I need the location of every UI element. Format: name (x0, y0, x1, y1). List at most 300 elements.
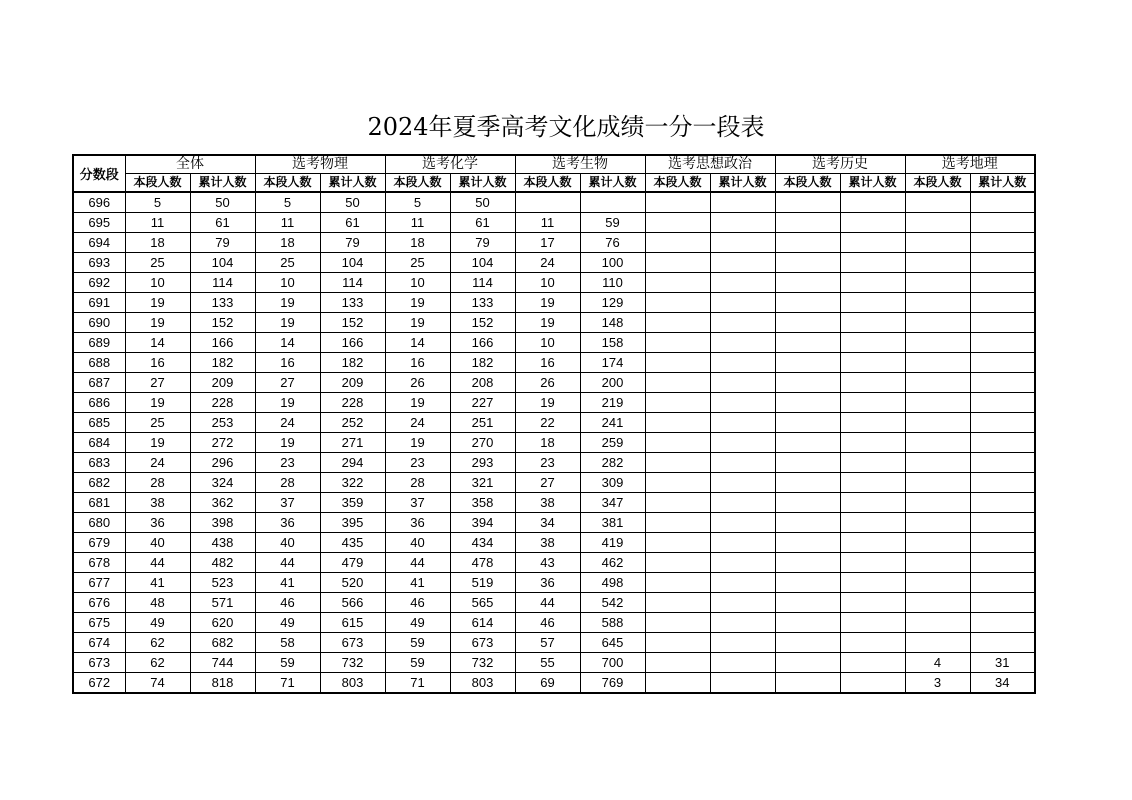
cumulative-count-cell: 322 (320, 473, 385, 493)
segment-count-cell: 55 (515, 653, 580, 673)
segment-count-cell (645, 373, 710, 393)
cumulative-count-cell: 152 (450, 313, 515, 333)
cumulative-count-cell (840, 313, 905, 333)
cumulative-count-cell: 588 (580, 613, 645, 633)
cumulative-count-cell: 571 (190, 593, 255, 613)
cumulative-count-cell: 152 (320, 313, 385, 333)
cumulative-count-cell: 114 (450, 273, 515, 293)
segment-count-cell: 16 (255, 353, 320, 373)
segment-count-cell: 59 (255, 653, 320, 673)
cumulative-count-cell: 114 (320, 273, 385, 293)
segment-count-cell: 36 (515, 573, 580, 593)
cumulative-count-cell: 673 (320, 633, 385, 653)
segment-count-cell (775, 353, 840, 373)
segment-count-cell (775, 413, 840, 433)
segment-count-cell: 23 (385, 453, 450, 473)
segment-count-cell (905, 473, 970, 493)
score-cell: 675 (73, 613, 125, 633)
score-cell: 682 (73, 473, 125, 493)
segment-count-cell (775, 573, 840, 593)
cumulative-count-cell (580, 192, 645, 213)
cumulative-count-cell: 362 (190, 493, 255, 513)
table-row (73, 273, 1035, 293)
cumulative-count-cell: 50 (190, 192, 255, 213)
cumulative-count-cell (970, 593, 1035, 613)
score-cell: 679 (73, 533, 125, 553)
segment-count-cell (775, 673, 840, 694)
segment-count-cell: 26 (385, 373, 450, 393)
cumulative-count-cell: 462 (580, 553, 645, 573)
cumulative-count-cell (840, 353, 905, 373)
score-cell: 692 (73, 273, 125, 293)
segment-count-cell (905, 593, 970, 613)
cumulative-count-cell: 228 (190, 393, 255, 413)
cumulative-count-cell (970, 333, 1035, 353)
cumulative-count-cell: 104 (450, 253, 515, 273)
segment-count-cell: 46 (385, 593, 450, 613)
segment-count-cell: 25 (255, 253, 320, 273)
segment-count-cell (775, 373, 840, 393)
cumulative-count-cell (970, 533, 1035, 553)
segment-count-cell: 27 (125, 373, 190, 393)
segment-count-cell: 41 (385, 573, 450, 593)
segment-count-cell: 19 (125, 433, 190, 453)
segment-count-cell: 44 (385, 553, 450, 573)
segment-count-cell: 5 (255, 192, 320, 213)
cumulative-count-cell (710, 633, 775, 653)
cumulative-count-cell (970, 633, 1035, 653)
cumulative-count-cell (840, 473, 905, 493)
segment-count-cell (905, 493, 970, 513)
segment-count-cell: 26 (515, 373, 580, 393)
cumulative-count-cell: 700 (580, 653, 645, 673)
score-cell: 690 (73, 313, 125, 333)
cumulative-count-cell: 438 (190, 533, 255, 553)
table-row (73, 673, 1035, 694)
cumulative-count-cell: 110 (580, 273, 645, 293)
cumulative-count-cell: 59 (580, 213, 645, 233)
segment-count-cell: 44 (125, 553, 190, 573)
cumulative-count-cell (710, 233, 775, 253)
segment-count-cell: 41 (125, 573, 190, 593)
cumulative-count-cell: 673 (450, 633, 515, 653)
cumulative-count-cell (970, 553, 1035, 573)
segment-count-cell: 25 (125, 413, 190, 433)
cumulative-count-cell: 395 (320, 513, 385, 533)
cumulative-count-cell (840, 453, 905, 473)
table-row (73, 513, 1035, 533)
segment-count-cell (775, 533, 840, 553)
segment-count-cell: 36 (125, 513, 190, 533)
segment-count-cell (645, 653, 710, 673)
segment-count-cell (905, 333, 970, 353)
segment-count-cell: 36 (385, 513, 450, 533)
segment-count-cell: 38 (515, 533, 580, 553)
segment-count-cell: 37 (255, 493, 320, 513)
cumulative-count-cell: 498 (580, 573, 645, 593)
segment-count-cell: 34 (515, 513, 580, 533)
segment-count-cell: 25 (125, 253, 190, 273)
segment-count-cell: 40 (255, 533, 320, 553)
cumulative-count-cell (710, 273, 775, 293)
cumulative-count-cell: 104 (320, 253, 385, 273)
cumulative-count-cell (840, 653, 905, 673)
table-row (73, 493, 1035, 513)
segment-count-cell: 37 (385, 493, 450, 513)
cumulative-count-cell: 542 (580, 593, 645, 613)
segment-count-cell (775, 393, 840, 413)
cumulative-count-cell: 104 (190, 253, 255, 273)
cumulative-count-cell (840, 393, 905, 413)
cumulative-count-cell: 394 (450, 513, 515, 533)
segment-count-cell (905, 533, 970, 553)
table-row (73, 553, 1035, 573)
segment-count-cell (905, 633, 970, 653)
score-cell: 693 (73, 253, 125, 273)
cumulative-count-cell (970, 433, 1035, 453)
segment-count-cell: 19 (255, 313, 320, 333)
score-distribution-table (72, 154, 1036, 694)
segment-count-cell (775, 653, 840, 673)
cumulative-count-cell: 744 (190, 653, 255, 673)
cumulative-count-cell: 523 (190, 573, 255, 593)
segment-count-cell: 49 (255, 613, 320, 633)
cumulative-count-cell: 309 (580, 473, 645, 493)
segment-count-cell: 16 (125, 353, 190, 373)
cumulative-count-cell (840, 333, 905, 353)
cumulative-count-cell (840, 213, 905, 233)
score-cell: 696 (73, 192, 125, 213)
score-cell: 694 (73, 233, 125, 253)
segment-count-header: 本段人数 (905, 174, 970, 193)
segment-count-cell (645, 513, 710, 533)
table-row (73, 333, 1035, 353)
segment-count-header: 本段人数 (515, 174, 580, 193)
cumulative-count-cell (840, 273, 905, 293)
segment-count-cell (905, 192, 970, 213)
segment-count-cell (645, 273, 710, 293)
segment-count-cell (905, 353, 970, 373)
cumulative-count-cell (840, 433, 905, 453)
cumulative-count-cell (840, 253, 905, 273)
cumulative-count-cell (710, 413, 775, 433)
segment-count-cell: 36 (255, 513, 320, 533)
segment-count-cell (905, 233, 970, 253)
segment-count-cell: 19 (255, 293, 320, 313)
cumulative-count-cell: 520 (320, 573, 385, 593)
score-cell: 689 (73, 333, 125, 353)
cumulative-count-cell: 294 (320, 453, 385, 473)
segment-count-cell: 3 (905, 673, 970, 694)
cumulative-count-cell: 435 (320, 533, 385, 553)
cumulative-count-cell: 381 (580, 513, 645, 533)
cumulative-count-cell: 620 (190, 613, 255, 633)
segment-count-cell (775, 553, 840, 573)
cumulative-count-cell: 615 (320, 613, 385, 633)
cumulative-count-cell (970, 373, 1035, 393)
segment-count-cell (645, 213, 710, 233)
segment-count-cell: 17 (515, 233, 580, 253)
segment-count-cell (775, 313, 840, 333)
cumulative-count-cell (840, 233, 905, 253)
cumulative-count-cell (710, 293, 775, 313)
segment-count-cell: 44 (255, 553, 320, 573)
segment-count-cell (905, 613, 970, 633)
cumulative-count-cell: 200 (580, 373, 645, 393)
segment-count-cell: 4 (905, 653, 970, 673)
segment-count-header: 本段人数 (645, 174, 710, 193)
cumulative-count-cell: 398 (190, 513, 255, 533)
segment-count-cell (645, 613, 710, 633)
cumulative-count-cell (710, 513, 775, 533)
segment-count-cell (645, 192, 710, 213)
segment-count-cell: 22 (515, 413, 580, 433)
cumulative-count-cell: 133 (190, 293, 255, 313)
segment-count-cell: 19 (125, 313, 190, 333)
cumulative-count-cell: 219 (580, 393, 645, 413)
cumulative-count-cell: 158 (580, 333, 645, 353)
cumulative-count-cell: 208 (450, 373, 515, 393)
cumulative-count-cell: 50 (320, 192, 385, 213)
cumulative-count-cell: 271 (320, 433, 385, 453)
segment-count-cell: 19 (255, 433, 320, 453)
segment-count-cell: 59 (385, 653, 450, 673)
segment-count-cell (905, 373, 970, 393)
table-row (73, 433, 1035, 453)
segment-count-cell: 48 (125, 593, 190, 613)
score-cell: 688 (73, 353, 125, 373)
segment-count-cell (645, 493, 710, 513)
cumulative-count-cell (840, 633, 905, 653)
cumulative-count-cell: 228 (320, 393, 385, 413)
segment-count-cell: 18 (385, 233, 450, 253)
segment-count-cell: 14 (125, 333, 190, 353)
segment-count-cell: 24 (515, 253, 580, 273)
segment-count-cell: 19 (255, 393, 320, 413)
segment-count-cell (905, 313, 970, 333)
cumulative-count-cell: 565 (450, 593, 515, 613)
segment-count-cell (905, 573, 970, 593)
segment-count-cell (775, 433, 840, 453)
segment-count-cell: 49 (125, 613, 190, 633)
segment-count-cell: 62 (125, 633, 190, 653)
segment-count-cell: 71 (255, 673, 320, 694)
score-cell: 691 (73, 293, 125, 313)
table-row (73, 192, 1035, 213)
segment-count-cell: 11 (255, 213, 320, 233)
cumulative-count-cell: 79 (190, 233, 255, 253)
cumulative-count-cell (970, 473, 1035, 493)
cumulative-count-cell: 566 (320, 593, 385, 613)
cumulative-count-cell (840, 573, 905, 593)
cumulative-count-cell: 182 (450, 353, 515, 373)
cumulative-count-cell (710, 653, 775, 673)
group-header-biology: 选考生物 (515, 155, 645, 174)
table-row (73, 373, 1035, 393)
segment-count-cell: 10 (255, 273, 320, 293)
cumulative-count-cell (970, 293, 1035, 313)
cumulative-count-cell: 152 (190, 313, 255, 333)
cumulative-count-cell: 324 (190, 473, 255, 493)
table-row (73, 393, 1035, 413)
group-header-history: 选考历史 (775, 155, 905, 174)
cumulative-count-header: 累计人数 (710, 174, 775, 193)
segment-count-cell (775, 613, 840, 633)
segment-count-cell: 10 (515, 273, 580, 293)
segment-count-cell: 19 (385, 393, 450, 413)
segment-count-cell (775, 633, 840, 653)
segment-count-cell: 19 (385, 313, 450, 333)
segment-count-cell (775, 453, 840, 473)
cumulative-count-cell: 166 (320, 333, 385, 353)
segment-count-cell (775, 593, 840, 613)
cumulative-count-cell: 76 (580, 233, 645, 253)
segment-count-header: 本段人数 (385, 174, 450, 193)
table-row (73, 293, 1035, 313)
segment-count-cell: 11 (515, 213, 580, 233)
cumulative-count-cell: 253 (190, 413, 255, 433)
segment-count-cell: 24 (255, 413, 320, 433)
segment-count-header: 本段人数 (775, 174, 840, 193)
cumulative-count-cell (710, 333, 775, 353)
cumulative-count-cell: 182 (320, 353, 385, 373)
score-cell: 681 (73, 493, 125, 513)
segment-count-cell: 19 (515, 393, 580, 413)
cumulative-count-cell (840, 293, 905, 313)
cumulative-count-cell (710, 353, 775, 373)
header-sub-row (73, 174, 1035, 193)
segment-count-cell: 69 (515, 673, 580, 694)
cumulative-count-cell: 209 (190, 373, 255, 393)
cumulative-count-cell (710, 493, 775, 513)
segment-count-cell: 19 (125, 293, 190, 313)
table-row (73, 613, 1035, 633)
cumulative-count-cell (710, 213, 775, 233)
cumulative-count-cell: 732 (320, 653, 385, 673)
cumulative-count-header: 累计人数 (840, 174, 905, 193)
cumulative-count-cell: 645 (580, 633, 645, 653)
segment-count-cell: 71 (385, 673, 450, 694)
cumulative-count-cell (970, 413, 1035, 433)
segment-count-cell: 58 (255, 633, 320, 653)
segment-count-cell (775, 473, 840, 493)
cumulative-count-cell: 61 (190, 213, 255, 233)
cumulative-count-cell (840, 413, 905, 433)
segment-count-cell: 19 (125, 393, 190, 413)
group-header-all: 全体 (125, 155, 255, 174)
cumulative-count-cell: 479 (320, 553, 385, 573)
cumulative-count-cell (970, 233, 1035, 253)
cumulative-count-cell (840, 493, 905, 513)
cumulative-count-cell: 803 (450, 673, 515, 694)
segment-count-cell: 19 (385, 293, 450, 313)
segment-count-cell: 44 (515, 593, 580, 613)
group-header-chemistry: 选考化学 (385, 155, 515, 174)
table-row (73, 453, 1035, 473)
score-cell: 686 (73, 393, 125, 413)
cumulative-count-cell: 732 (450, 653, 515, 673)
cumulative-count-cell (710, 433, 775, 453)
cumulative-count-header: 累计人数 (580, 174, 645, 193)
segment-count-cell (645, 313, 710, 333)
segment-count-cell: 11 (385, 213, 450, 233)
segment-count-cell: 59 (385, 633, 450, 653)
cumulative-count-cell: 482 (190, 553, 255, 573)
segment-count-cell: 24 (385, 413, 450, 433)
segment-count-cell (775, 293, 840, 313)
segment-count-cell (905, 253, 970, 273)
segment-count-cell (905, 553, 970, 573)
cumulative-count-cell: 79 (450, 233, 515, 253)
segment-count-cell: 27 (515, 473, 580, 493)
cumulative-count-cell (840, 513, 905, 533)
segment-count-cell: 19 (515, 293, 580, 313)
segment-count-cell (645, 593, 710, 613)
segment-count-cell (645, 293, 710, 313)
cumulative-count-cell: 148 (580, 313, 645, 333)
cumulative-count-cell: 818 (190, 673, 255, 694)
segment-count-cell: 23 (515, 453, 580, 473)
group-header-physics: 选考物理 (255, 155, 385, 174)
cumulative-count-cell (710, 673, 775, 694)
cumulative-count-header: 累计人数 (320, 174, 385, 193)
score-cell: 680 (73, 513, 125, 533)
cumulative-count-header: 累计人数 (450, 174, 515, 193)
segment-count-header: 本段人数 (255, 174, 320, 193)
table-row (73, 353, 1035, 373)
score-cell: 676 (73, 593, 125, 613)
segment-count-cell: 46 (255, 593, 320, 613)
cumulative-count-cell: 359 (320, 493, 385, 513)
table-row (73, 573, 1035, 593)
cumulative-count-cell (840, 192, 905, 213)
score-cell: 684 (73, 433, 125, 453)
cumulative-count-cell (840, 613, 905, 633)
cumulative-count-cell (970, 273, 1035, 293)
cumulative-count-cell: 803 (320, 673, 385, 694)
cumulative-count-cell (710, 393, 775, 413)
cumulative-count-cell: 31 (970, 653, 1035, 673)
cumulative-count-cell (710, 473, 775, 493)
segment-count-cell: 74 (125, 673, 190, 694)
table-row (73, 633, 1035, 653)
score-cell: 674 (73, 633, 125, 653)
cumulative-count-cell (840, 373, 905, 393)
segment-count-cell: 5 (125, 192, 190, 213)
cumulative-count-cell: 61 (320, 213, 385, 233)
cumulative-count-cell (970, 493, 1035, 513)
cumulative-count-cell: 270 (450, 433, 515, 453)
segment-count-cell (905, 293, 970, 313)
segment-count-cell: 40 (385, 533, 450, 553)
cumulative-count-cell: 79 (320, 233, 385, 253)
cumulative-count-cell (840, 533, 905, 553)
segment-count-cell (775, 333, 840, 353)
segment-count-cell (645, 553, 710, 573)
cumulative-count-cell (710, 192, 775, 213)
segment-count-cell: 11 (125, 213, 190, 233)
cumulative-count-cell: 519 (450, 573, 515, 593)
cumulative-count-cell: 129 (580, 293, 645, 313)
segment-count-cell: 38 (515, 493, 580, 513)
cumulative-count-cell: 34 (970, 673, 1035, 694)
segment-count-cell: 19 (515, 313, 580, 333)
score-cell: 678 (73, 553, 125, 573)
segment-count-cell: 46 (515, 613, 580, 633)
table-header (73, 155, 1035, 192)
cumulative-count-cell: 478 (450, 553, 515, 573)
segment-count-cell: 28 (385, 473, 450, 493)
